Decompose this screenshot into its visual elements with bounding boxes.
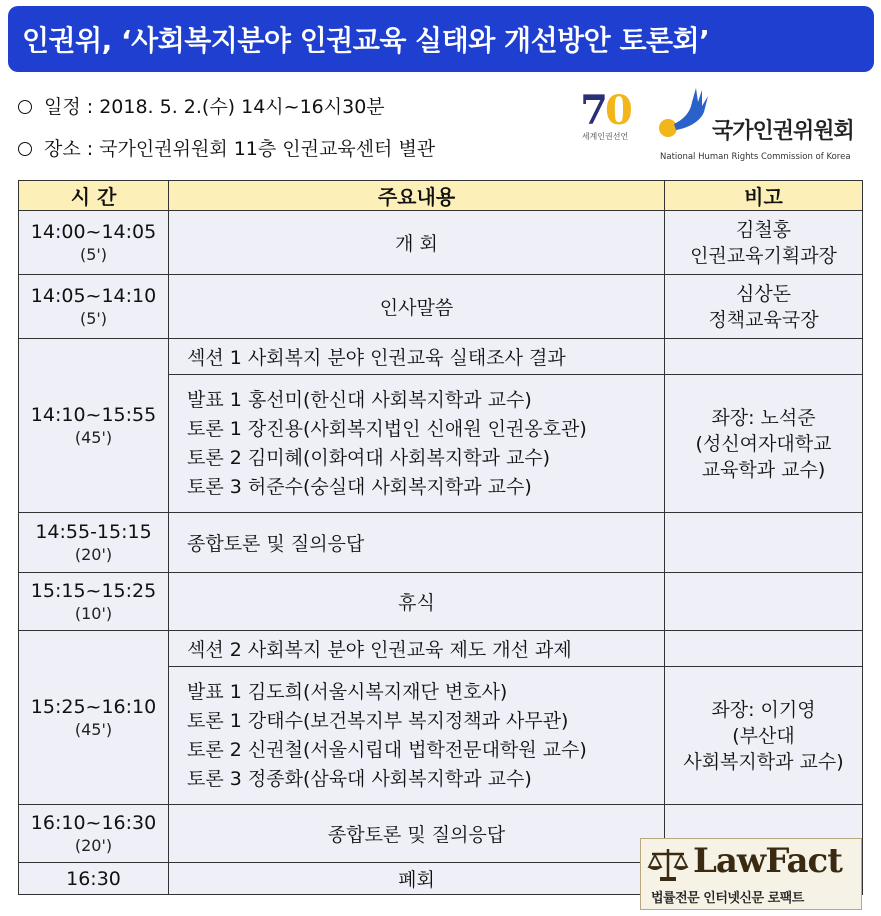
duration: (45') [74,719,113,739]
content-cell: 휴식 [169,573,665,631]
schedule-place [18,134,435,161]
note-line: 김철홍 [735,218,792,241]
lawfact-tagline: 법률전문 인터넷신문 로팩트 [651,891,804,906]
scales-of-justice-icon [647,845,689,883]
lawfact-brand: LawFact [693,841,842,881]
bullet-circle-icon [18,142,32,156]
time-range: 15:25~16:10 [30,695,157,718]
note-line: (성신여자대학교 [695,432,832,455]
speaker-list [169,667,665,805]
header-time: 시 간 [19,181,169,211]
table-row [19,339,863,375]
table-row [19,631,863,667]
udhr-number [574,87,636,134]
list-item: 토론 3 정종화(삼육대 사회복지학과 교수) [187,767,532,790]
note-line: 좌장: 이기영 [711,698,816,721]
time-range: 16:30 [66,867,121,890]
time-range: 16:10~16:30 [30,811,157,834]
nhrc-korean-name: 국가인권위원회 [712,119,854,144]
note-line: (부산대 [732,724,795,747]
bullet-circle-icon [18,100,32,114]
date-text: 일정 : 2018. 5. 2.(수) 14시~16시30분 [44,96,385,118]
time-cell [19,211,169,275]
schedule-date [18,92,385,119]
header-content: 주요내용 [169,181,665,211]
time-cell [19,275,169,339]
time-cell [19,631,169,805]
content-cell: 폐회 [169,863,665,895]
list-item: 토론 1 장진용(사회복지법인 신애원 인권옹호관) [187,417,587,440]
note-cell-empty [665,573,863,631]
nhrc-logo [656,84,866,168]
table-header-row [19,181,863,211]
duration: (20') [74,544,113,564]
header-note: 비고 [665,181,863,211]
nhrc-english-name: National Human Rights Commission of Korea [660,152,851,162]
time-range: 14:10~15:55 [30,403,157,426]
content-cell: 인사말씀 [169,275,665,339]
list-item: 토론 1 강태수(보건복지부 복지정책과 사무관) [187,709,569,732]
time-cell [19,863,169,895]
note-line: 정책교육국장 [708,308,819,331]
duration: (5') [79,244,108,264]
time-range: 14:00~14:05 [30,220,157,243]
time-cell [19,805,169,863]
hand-emblem-icon [656,84,712,146]
udhr-caption: 세계인권선언 [581,132,629,141]
duration: (10') [74,603,113,623]
content-cell: 종합토론 및 질의응답 [169,513,665,573]
speaker-list [169,375,665,513]
time-range: 14:55-15:15 [35,520,152,543]
time-cell [19,513,169,573]
note-cell [665,211,863,275]
udhr-digit: 7 [580,87,605,134]
duration: (20') [74,835,113,855]
table-row [19,211,863,275]
content-cell: 개 회 [169,211,665,275]
udhr-digit: 0 [605,87,630,134]
note-line: 좌장: 노석준 [711,406,816,429]
list-item: 발표 1 김도희(서울시복지재단 변호사) [187,680,508,703]
lawfact-watermark [640,838,862,910]
note-line: 사회복지학과 교수) [683,750,844,773]
list-item: 토론 2 김미혜(이화여대 사회복지학과 교수) [187,446,551,469]
place-text: 장소 : 국가인권위원회 11층 인권교육센터 별관 [44,138,436,160]
duration: (5') [79,308,108,328]
note-line: 심상돈 [735,282,792,305]
list-item: 토론 3 허준수(숭실대 사회복지학과 교수) [187,475,532,498]
time-range: 14:05~14:10 [30,284,157,307]
duration: (45') [74,427,113,447]
section-title: 섹션 1 사회복지 분야 인권교육 실태조사 결과 [169,339,665,375]
list-item: 발표 1 홍선미(한신대 사회복지학과 교수) [187,388,532,411]
table-row [19,513,863,573]
page-title: 인권위, ‘사회복지분야 인권교육 실태와 개선방안 토론회’ [8,6,874,72]
udhr-70th-logo [574,87,636,160]
note-cell-empty [665,631,863,667]
note-cell [665,275,863,339]
note-cell [665,667,863,805]
time-cell [19,573,169,631]
schedule-table [18,180,863,895]
note-line: 교육학과 교수) [701,458,826,481]
note-cell-empty [665,513,863,573]
table-row [19,573,863,631]
table-row [19,275,863,339]
note-cell [665,375,863,513]
time-cell [19,339,169,513]
content-cell: 종합토론 및 질의응답 [169,805,665,863]
time-range: 15:15~15:25 [30,579,157,602]
list-item: 토론 2 신권철(서울시립대 법학전문대학원 교수) [187,738,587,761]
note-cell-empty [665,339,863,375]
section-title: 섹션 2 사회복지 분야 인권교육 제도 개선 과제 [169,631,665,667]
note-line: 인권교육기획과장 [690,244,837,267]
